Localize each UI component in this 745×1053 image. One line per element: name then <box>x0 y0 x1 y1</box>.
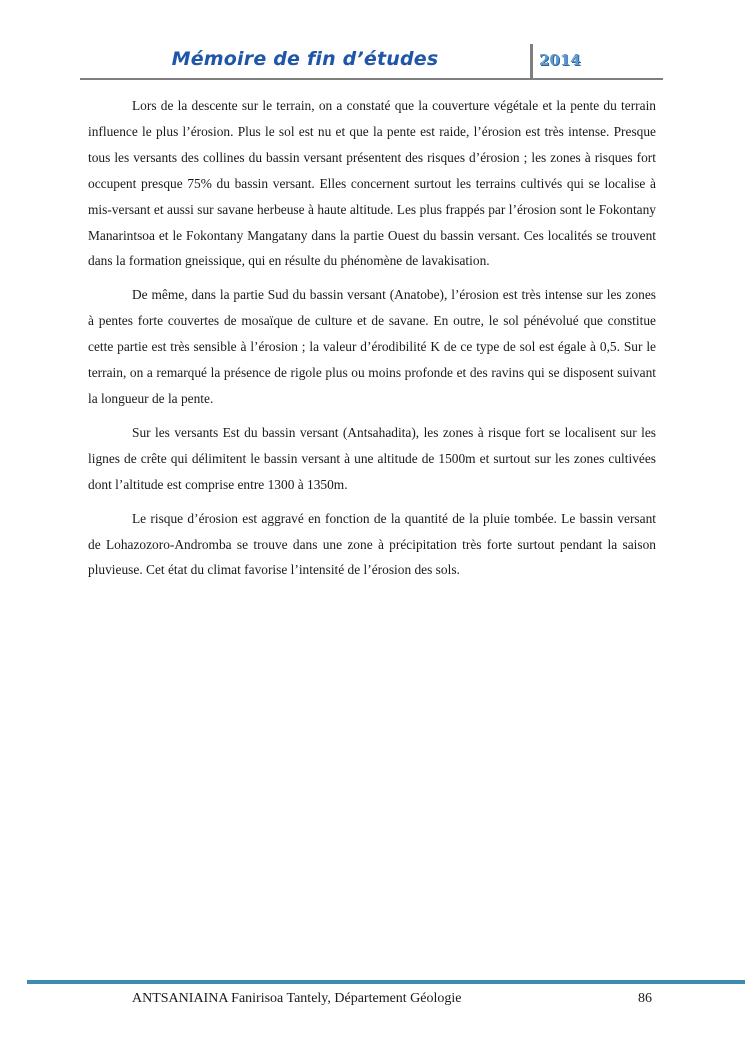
page-number: 86 <box>638 991 652 1006</box>
document-title: Mémoire de fin d’études <box>171 48 439 70</box>
header-divider <box>530 44 533 78</box>
paragraph: De même, dans la partie Sud du bassin versant (Anatobe), l’érosion est très intense sur les zones à pentes forte couvertes de mosaïque de culture et de savane. En outre, le sol pénévolué que constitue cette partie est très sensible à l’érosion ; la valeur d’érodibilité K de ce type de sol est égale à 0,5. Sur le terrain, on a remarqué la présence de rigole plus ou moins profonde et des ravins qui se disposent suivant la longueur de la pente. <box>88 287 656 406</box>
footer-rule <box>27 980 745 984</box>
body-text <box>88 93 656 591</box>
paragraph: Le risque d’érosion est aggravé en fonction de la quantité de la pluie tombée. Le bassin versant de Lohazozoro-Andromba se trouve dans une zone à précipitation très forte surtout pendant la saison pluvieuse. Cet état du climat favorise l’intensité de l’érosion des sols. <box>88 510 656 578</box>
paragraph: Sur les versants Est du bassin versant (Antsahadita), les zones à risque fort se localisent sur les lignes de crête qui délimitent le bassin versant à une altitude de 1500m et surtout sur les zones cultivées dont l’altitude est comprise entre 1300 à 1350m. <box>88 424 656 492</box>
paragraph: Lors de la descente sur le terrain, on a constaté que la couverture végétale et la pente du terrain influence le plus l’érosion. Plus le sol est nu et que la pente est raide, l’érosion est très intense. Presque tous les versants des collines du bassin versant présentent des risques d’érosion ; les zones à risques fort occupent presque 75% du bassin versant. Elles concernent surtout les terrains cultivés qui se localise à mis-versant et aussi sur savane herbeuse à haute altitude. Les plus frappés par l’érosion sont le Fokontany Manarintsoa et le Fokontany Mangatany dans la partie Ouest du bassin versant. Ces localités se trouvent dans la formation gneissique, qui en résulte du phénomène de lavakisation. <box>88 98 656 269</box>
footer-author: ANTSANIAINA Fanirisoa Tantely, Département Géologie <box>132 991 462 1006</box>
header-year: 2014 <box>539 51 581 69</box>
page-header <box>80 42 663 80</box>
